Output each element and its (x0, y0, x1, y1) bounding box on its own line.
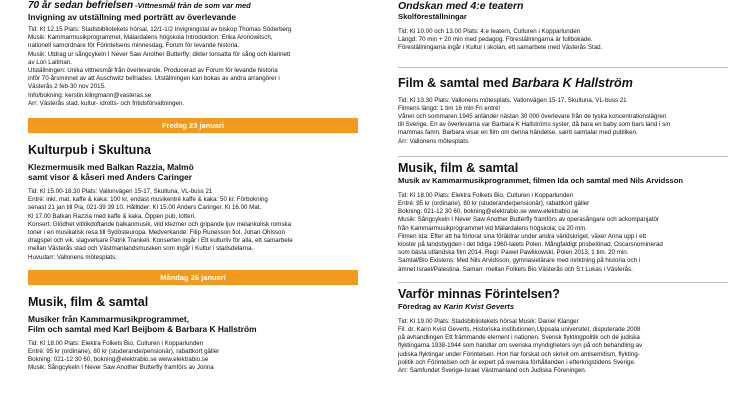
event-title: Musik, film & samtal (28, 294, 149, 309)
event-line: Filmens längd: 1 tim 16 min Fri entré! (398, 104, 501, 112)
event-kulturpub (28, 143, 358, 262)
event-subtitle (398, 302, 728, 312)
event-line: Musik: Sångcykeln I Never Saw Another Butterfly framförs av operasångare och ackompanjatör (398, 216, 660, 224)
event-subtitle: samt visor & kåseri med Anders Caringer (28, 172, 192, 183)
date-banner-fredag: Fredag 23 januari (28, 118, 358, 133)
event-line: senast 21 jan till Pia, 021-39 39 10. Hålltider: Kl 15.00 Anders Caringer. Kl 16.00 Mat. (28, 204, 262, 212)
event-line: Entré: 95 kr (ordinarie), 80 kr (studerande/pensionär), rabattkort gäller (398, 200, 590, 208)
event-line: dragspel och vik. slagverkare Patrik Trankell. Konserten ingår i Ett kulturliv för alla, ett samarbete (28, 237, 293, 245)
event-line: toner i en musikalisk resa till Sydösteuropa. Medverkande: Filip Runesson fiol, Johan Ohlsson (28, 229, 285, 237)
event-subtitle: Skolföreställningar (398, 12, 467, 21)
event-line: mammas famn. Barbara visar en film om denna händelse, samt samtalar med publiken. (398, 129, 638, 137)
event-line: Entré: 95 kr (ordinarie), 80 kr (studerande/pensionär), rabattkort gäller (28, 348, 220, 356)
event-ondskan (398, 0, 728, 53)
event-line: på avhandlingen Ett främmande element i nationen. Svensk flyktingpolitik och de judiska (398, 334, 640, 342)
right-column (398, 0, 728, 375)
event-line: till Sverige. En av överlevarna var Barbara K Hallströms syster, då bara en baby som bars land i sin (398, 121, 671, 129)
event-line: kloster på landsbygden i det tidiga 1960-talets Polen. Mångfaldigt prisbelönad. Oscarsnominerad (398, 241, 663, 249)
event-line: Utställningen: Unika vittnesmål från överlevande. Producerad av Forum för levande historia (28, 67, 278, 75)
event-line: Tid: Kl 12.15 Plats: Stadsbibliotekets hörsal, 12/1-1/2 Invigningstal av biskop Thomas Söderberg (28, 26, 292, 33)
left-column (28, 0, 358, 373)
event-subtitle: Musiker från Kammarmusikprogrammet, (28, 313, 190, 324)
event-line: Tid: Kl 10.00 och 13.00 Plats: 4:e teatern, Culturen i Kopparlunden (398, 28, 581, 35)
event-title: Ondskan med 4:e teatern (398, 0, 524, 12)
event-title (398, 76, 728, 91)
event-line: Västerås 2 feb-30 nov 2015. (28, 83, 106, 91)
date-banner-mandag: Måndag 26 januari (28, 270, 358, 285)
event-line: Konsert: Glödhet vitlökdoftande balkanmusik, vild klezmer och gripande ljuv melankolisk romska (28, 220, 292, 228)
event-title: Musik, film & samtal (398, 160, 519, 175)
event-line: Arr: Samfundet Sverige-Israel Västmanland och Judiska Föreningen. (398, 367, 587, 375)
event-line: Samtal/Bio Existens: Med Nils Arvidsson, gymnasielärare med inriktning på historia och i (398, 257, 641, 265)
event-line: Musik: Utdrag ur sångcykeln I Never Saw Another Butterfly; dikter tonsatta för sång och klarinett (28, 50, 291, 58)
event-line: judiska flyktingar under Förintelsen. Hon har forskat och skrivit om antisemitism, flykting- (398, 350, 640, 358)
event-line: från Kammarmusikprogrammet vid Mälardalens högskola; ca 20 min. (398, 224, 587, 232)
event-line: flyktingarna 1938-1944 som handlar om svenska myndigheters syn på och behandling av (398, 342, 643, 350)
event-line: Våren och sommaren 1945 anländer nästan 30 000 överlevare från de tyska koncentrationslägren (398, 113, 667, 121)
event-subtitle: Film och samtal med Karl Beijbom & Barbara K Hallström (28, 323, 257, 334)
event-line: Tid: Kl 15.00-18.30 Plats: Vallonvägen 15-17, Skultuna, VL-buss 21 (28, 188, 213, 196)
event-line: politik och Förintelsen och är expert på svenska förhållanden i efterkrigstidens Sverige. (398, 358, 636, 366)
event-line: av Lori Laitman. (28, 58, 73, 66)
event-subtitle-text: Föredrag av (398, 301, 444, 311)
event-subtitle: Klezmermusik med Balkan Razzia, Malmö (28, 162, 194, 173)
event-line: som bästa utländska film 2014. Regi: Pawel Pawlikowski, Polen 2013, 1 tim. 20 min. (398, 249, 629, 257)
event-subtitle: Musik av Kammarmusikprogrammet, filmen Ida och samtal med Nils Arvidsson (398, 175, 683, 185)
event-title-suffix: -Vittnesmål från de som var med (133, 1, 251, 10)
event-title: Kulturpub i Skultuna (28, 143, 151, 158)
event-line: Bokning: 021-12 30 60, bokning@elektrabio.se www.elektrabio.se (398, 208, 579, 216)
event-line: Arr: Västerås stad, kultur- idrotts- och fritidsförvaltningen. (28, 99, 185, 107)
event-line: mellan Västerås stad och Västmanlandsmusiken som ingår i Kultur i stadsdelarna. (28, 245, 254, 253)
event-line: Tid: Kl 13.30 Plats: Vallonens mötesplats, Vallonvägen 15-17, Skultuna, VL-buss 21 (398, 96, 627, 104)
event-musik-film-samtal-right (398, 161, 728, 274)
event-70-ar-befrielsen (28, 0, 358, 108)
event-line: nationell samordnare för Förintelsens minnesdag, Forum för levande historia. (28, 42, 240, 50)
event-line: Info/bokning: kerstin.kilngmann@vasteras.se (28, 91, 152, 99)
event-line: Längd: 70 min + 20 min med pedagog. Föreställningarna är fullbokade. (398, 36, 593, 44)
event-line: inför 70-årsminnet av att Auschwitz befriades. Utställningen kan bokas av andra arrangörer i (28, 75, 280, 83)
event-line: Tid: Kl 19.00 Plats: Stadsbibliotekets hörsal Musik: Daniel Klanger (398, 317, 579, 325)
event-line: Föreställningarna ingår i Kultur i skolan, ett samarbete med Västerås Stad. (398, 44, 603, 52)
event-line: Huvudarr: Vallonens mötesplats. (28, 253, 117, 261)
event-line: Kl 17.00 Balkan Razzia med kaffe & kaka. Öppen pub, lotteri. (28, 212, 196, 220)
event-line: Filmen Ida: Efter att ha förlorat sina föräldrar under andra världskriget, växer Anna upp i ett (398, 232, 646, 240)
event-title-text: 70 år sedan befrielsen (28, 0, 134, 11)
event-line: Arr: Vallonens mötesplats. (398, 137, 470, 145)
event-line: Tid: Kl 18.00 Plats: Elektra Folkets Bio, Culturen i Kopparlunden (398, 191, 574, 199)
event-line: Musik: Kammarmusikprogrammet, Mälardalens högskola Introduktion: Erika Aronowitsch, (28, 34, 273, 42)
event-line: Bokning: 021-12 30 60, bokning@elektrabio.se www.elektrabio.se (28, 356, 209, 364)
event-title-text: Film & samtal med (398, 75, 512, 90)
event-subtitle: Invigning av utställning med porträtt av överlevande (28, 12, 237, 22)
event-title (28, 0, 358, 12)
event-title-name: Barbara K Hallström (511, 75, 633, 90)
event-title: Varför minnas Förintelsen? (398, 286, 560, 301)
event-line: Fil. dr. Karin Kvist Geverts, Historiska institutionen,Uppsala universitet, disputerade 2008 (398, 326, 641, 334)
event-subtitle-name: Karin Kvist Geverts (443, 301, 515, 311)
event-line: Entré: inkl. mat, kaffe & kaka: 100 kr, endast musikentré kaffe & kaka: 50 kr. Förbokning (28, 196, 268, 204)
event-line: Tid: Kl 18.00 Plats: Elektra Folkets Bio, Culturen i Kopparlunden (28, 339, 204, 347)
event-line: ämnet Israel/Palestina. Samarr. mellan Folkets Bio Västerås och S:t Lukas i Västerås. (398, 265, 633, 273)
event-line: Musik: Sångcykeln I Never Saw Another Butterfly framförs av Jonna (28, 364, 214, 372)
event-varfor-minnas (398, 287, 728, 375)
event-film-samtal-hallstrom (398, 76, 728, 146)
event-musik-film-samtal-left (28, 295, 358, 373)
